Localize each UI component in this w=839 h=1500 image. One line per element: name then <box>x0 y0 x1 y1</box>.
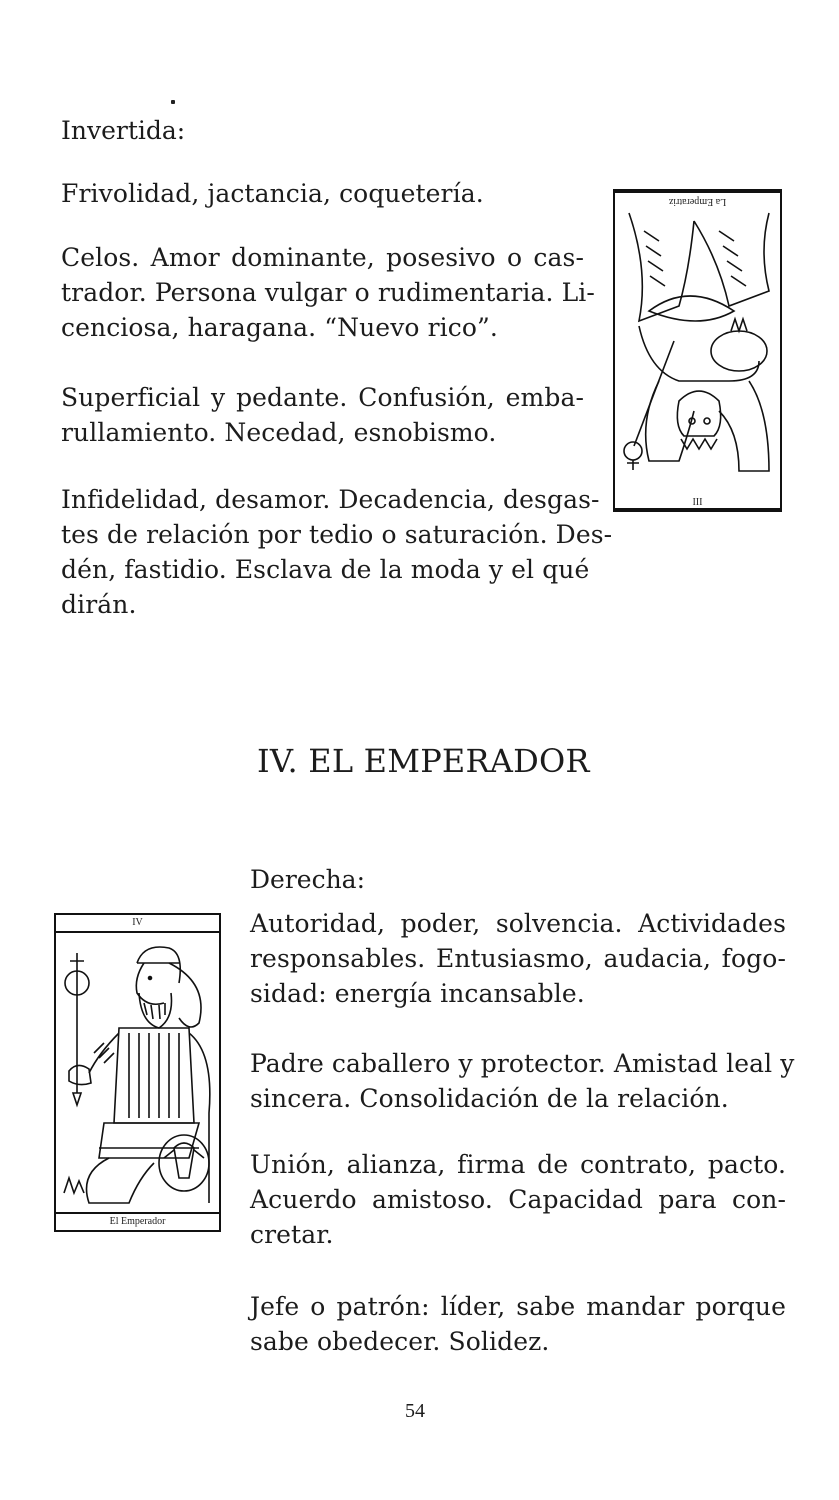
stray-mark <box>171 100 175 104</box>
tarot-card-la-emperatriz <box>613 189 782 512</box>
invertida-paragraph-2: Celos. Amor dominante, posesivo o cas- trador. Persona vulgar o rudimentaria. Li- cenciosa, haragana. “Nuevo rico”. <box>61 243 595 342</box>
emperor-illustration-icon <box>59 933 216 1213</box>
derecha-paragraph-1: Autoridad, poder, solvencia. Actividades responsables. Entusiasmo, audacia, fogo- sidad: energía incansable. <box>250 909 786 1008</box>
page-number: 54 <box>405 1400 425 1422</box>
card-name-band: El Emperador <box>56 1212 219 1230</box>
derecha-paragraph-2: Padre caballero y protector. Amistad leal y sincera. Consolidación de la relación. <box>250 1049 795 1113</box>
invertida-label: Invertida: <box>61 116 186 145</box>
derecha-paragraph-3: Unión, alianza, firma de contrato, pacto. Acuerdo amistoso. Capacidad para con- cretar. <box>250 1150 786 1249</box>
invertida-paragraph-1: Frivolidad, jactancia, coquetería. <box>61 179 484 208</box>
derecha-label: Derecha: <box>250 865 366 894</box>
card-numeral-band: IV <box>56 915 219 933</box>
invertida-paragraph-4: Infidelidad, desamor. Decadencia, desgas- tes de relación por tedio o saturación. Des- dén, fastidio. Esclava de la moda y el qué dirán. <box>61 485 613 619</box>
derecha-paragraph-4: Jefe o patrón: líder, sabe mandar porque sabe obedecer. Solidez. <box>250 1292 786 1356</box>
invertida-paragraph-3: Superficial y pedante. Confusión, emba- rullamiento. Necedad, esnobismo. <box>61 383 584 447</box>
empress-illustration-icon <box>619 211 776 489</box>
card-name-band: La Emperatriz <box>615 191 780 209</box>
card-numeral-band: III <box>615 492 780 510</box>
section-title: IV. EL EMPERADOR <box>257 742 590 780</box>
tarot-card-el-emperador <box>54 913 221 1232</box>
